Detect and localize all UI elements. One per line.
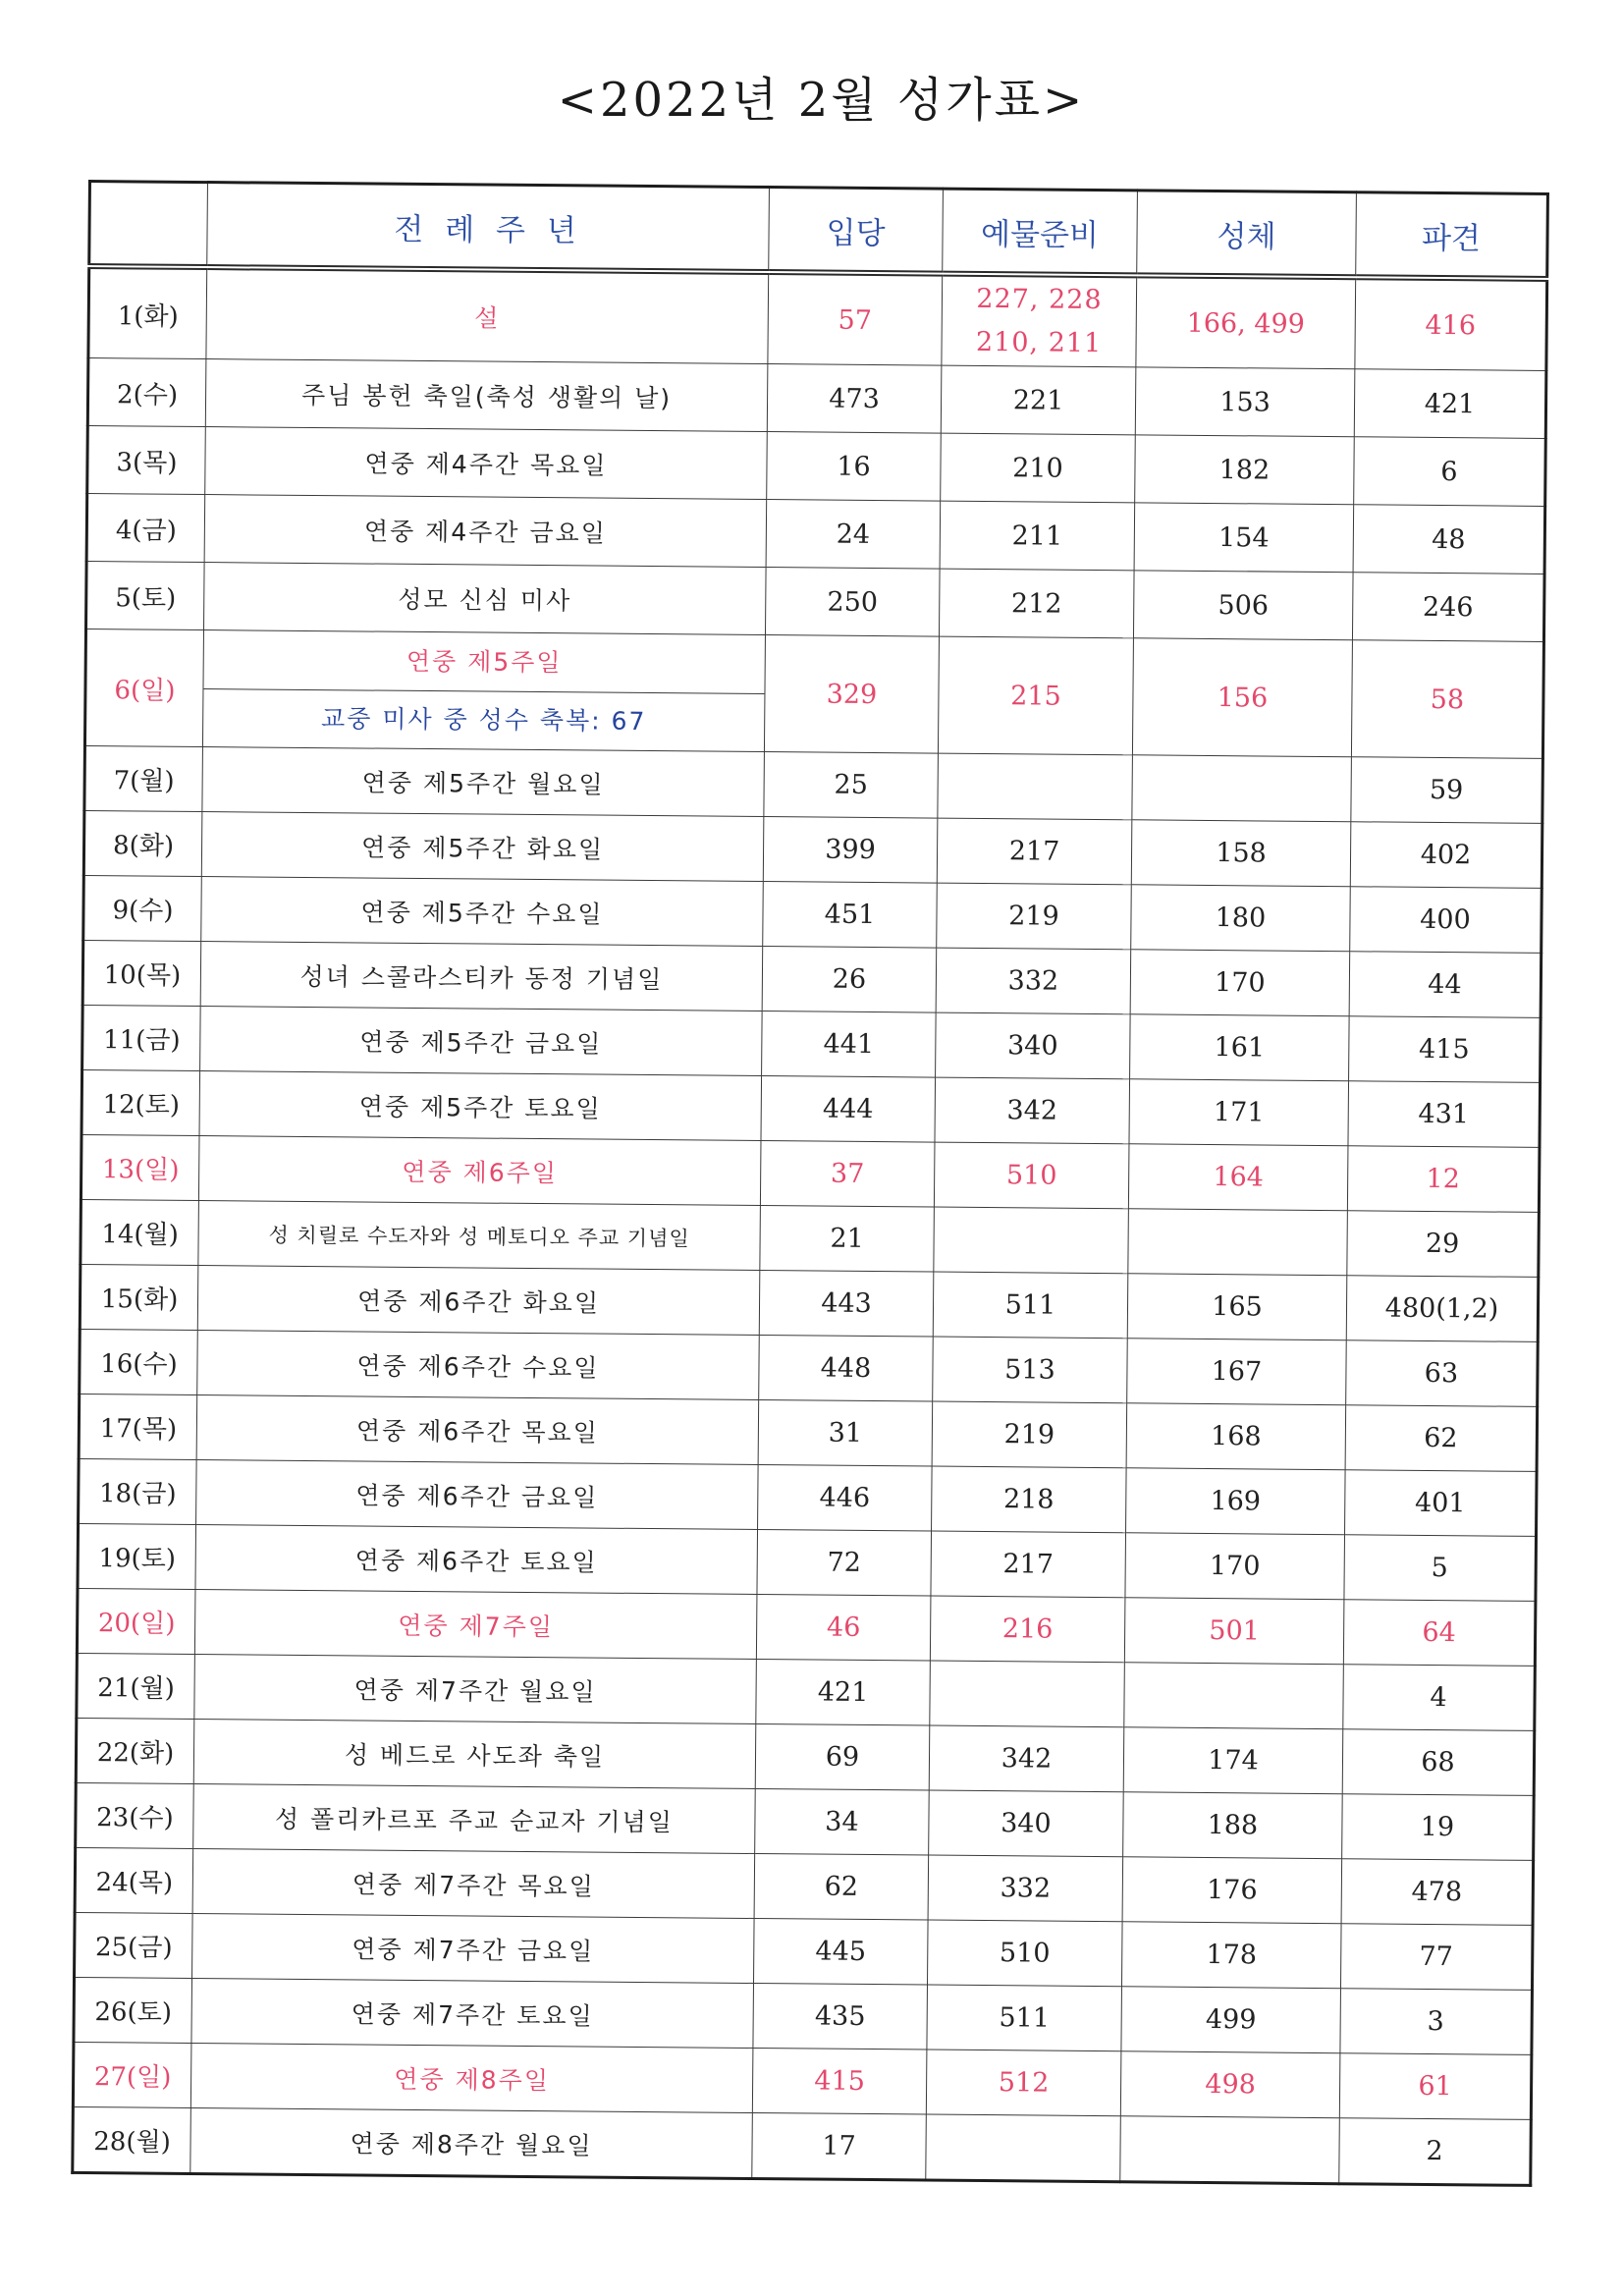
offertory-cell: 510 (934, 1142, 1129, 1209)
communion-cell: 165 (1127, 1274, 1347, 1340)
date-cell: 22(화) (76, 1718, 194, 1783)
date-cell: 6(일) (84, 629, 203, 746)
date-cell: 7(월) (84, 745, 203, 811)
table-row (87, 426, 1546, 507)
liturgy-cell: 연중 제6주간 금요일 (196, 1460, 759, 1530)
offertory-cell: 342 (929, 1725, 1124, 1792)
offertory-cell: 511 (927, 1985, 1122, 2051)
offertory-cell: 221 (941, 365, 1136, 435)
dismissal-cell: 2 (1339, 2118, 1532, 2186)
liturgy-cell: 연중 제5주간 수요일 (201, 877, 764, 947)
liturgy-cell: 주님 봉헌 축일(축성 생활의 날) (205, 359, 768, 432)
dismissal-cell: 415 (1349, 1016, 1542, 1083)
communion-cell: 501 (1124, 1598, 1344, 1665)
dismissal-cell: 5 (1344, 1535, 1537, 1602)
table-row (88, 266, 1547, 370)
entrance-cell: 21 (760, 1206, 935, 1273)
date-cell: 15(화) (80, 1264, 198, 1330)
table-row (87, 358, 1546, 439)
date-cell: 27(일) (73, 2042, 191, 2107)
header-communion: 성체 (1137, 191, 1357, 277)
entrance-cell: 250 (765, 568, 940, 637)
table-row (86, 561, 1545, 641)
entrance-cell: 57 (768, 272, 943, 365)
entrance-cell: 69 (755, 1723, 930, 1790)
communion-cell: 164 (1128, 1144, 1348, 1211)
offertory-cell (934, 1207, 1129, 1274)
dismissal-cell: 402 (1350, 822, 1542, 889)
table-row (73, 2106, 1532, 2185)
offertory-cell: 512 (926, 2050, 1121, 2116)
date-cell: 8(화) (83, 810, 202, 876)
dismissal-cell: 48 (1353, 505, 1545, 574)
communion-cell (1132, 755, 1352, 822)
entrance-cell: 435 (753, 1983, 928, 2050)
hymn-schedule-table (71, 180, 1549, 2187)
date-cell: 13(일) (81, 1134, 199, 1200)
table-row (84, 629, 1543, 758)
date-cell: 24(목) (75, 1847, 193, 1913)
communion-cell: 169 (1126, 1468, 1346, 1535)
date-cell: 26(토) (74, 1977, 192, 2043)
dismissal-cell: 480(1,2) (1346, 1276, 1539, 1342)
communion-cell: 156 (1132, 638, 1352, 757)
date-cell: 14(월) (81, 1199, 199, 1265)
header-offertory: 예물준비 (943, 189, 1138, 275)
liturgy-cell: 성모 신심 미사 (204, 563, 767, 635)
liturgy-cell: 연중 제7주간 금요일 (192, 1913, 755, 1983)
communion-cell: 171 (1129, 1079, 1349, 1146)
dismissal-cell: 63 (1346, 1340, 1539, 1407)
dismissal-cell: 4 (1343, 1665, 1536, 1731)
dismissal-cell: 59 (1351, 757, 1543, 824)
communion-cell: 176 (1122, 1857, 1342, 1924)
communion-cell: 166, 499 (1136, 275, 1356, 368)
liturgy-cell: 연중 제7주간 월요일 (194, 1655, 757, 1724)
date-cell: 21(월) (77, 1653, 195, 1719)
liturgy-cell: 연중 제6주간 화요일 (197, 1266, 760, 1336)
offertory-cell: 342 (935, 1077, 1130, 1144)
date-cell: 17(목) (79, 1394, 197, 1459)
offertory-cell (926, 2114, 1121, 2182)
communion-cell: 174 (1123, 1727, 1343, 1794)
offertory-cell: 212 (939, 569, 1134, 638)
page-title: <2022년 2월 성가표> (557, 73, 1086, 128)
communion-cell: 161 (1130, 1014, 1350, 1081)
entrance-cell: 448 (759, 1336, 934, 1402)
table-row (86, 494, 1545, 574)
entrance-cell: 24 (766, 500, 941, 570)
entrance-cell: 37 (760, 1141, 935, 1208)
dismissal-cell: 29 (1347, 1211, 1540, 1278)
entrance-cell: 451 (763, 882, 938, 949)
header-row (89, 182, 1548, 279)
communion-cell (1120, 2116, 1340, 2184)
communion-cell: 498 (1120, 2051, 1340, 2118)
liturgy-cell: 연중 제6주간 목요일 (196, 1395, 759, 1465)
entrance-cell: 26 (762, 947, 937, 1013)
liturgy-cell: 설 (206, 267, 769, 363)
date-cell: 10(목) (82, 940, 201, 1006)
liturgy-cell: 연중 제4주간 금요일 (204, 495, 767, 568)
entrance-cell: 421 (756, 1659, 931, 1725)
dismissal-cell: 12 (1347, 1146, 1540, 1213)
date-cell: 4(금) (86, 494, 205, 563)
entrance-cell: 329 (764, 635, 939, 754)
liturgy-note: 교중 미사 중 성수 축복: 67 (320, 703, 647, 736)
entrance-cell: 17 (752, 2112, 927, 2180)
communion-cell: 506 (1133, 571, 1353, 640)
offertory-cell: 340 (936, 1012, 1131, 1079)
header-liturgy: 전 례 주 년 (207, 183, 770, 272)
header-dismissal: 파견 (1356, 192, 1548, 279)
offertory-cell: 215 (938, 636, 1133, 755)
date-cell: 5(토) (86, 561, 205, 629)
offertory-cell: 211 (940, 501, 1135, 571)
entrance-cell: 34 (755, 1788, 930, 1855)
communion-cell: 182 (1135, 435, 1355, 505)
dismissal-cell: 77 (1340, 1924, 1533, 1991)
liturgy-cell (202, 630, 765, 752)
dismissal-cell: 44 (1349, 952, 1542, 1018)
offertory-cell (930, 1661, 1125, 1727)
offertory-cell: 219 (932, 1401, 1127, 1468)
liturgy-cell: 연중 제7주일 (194, 1590, 757, 1660)
date-cell: 9(수) (83, 875, 202, 941)
entrance-cell: 399 (763, 817, 938, 884)
liturgy-cell: 연중 제5주간 월요일 (202, 747, 765, 817)
offertory-cell (942, 274, 1137, 367)
liturgy-cell: 성 베드로 사도좌 축일 (193, 1720, 756, 1789)
dismissal-cell: 246 (1352, 573, 1544, 642)
table-header (89, 182, 1548, 279)
entrance-cell: 415 (752, 2048, 927, 2114)
offertory-cell: 210 (941, 433, 1136, 503)
dismissal-cell: 68 (1342, 1729, 1535, 1796)
communion-cell (1128, 1209, 1348, 1276)
date-cell: 12(토) (81, 1069, 200, 1135)
entrance-cell: 16 (767, 432, 942, 502)
entrance-cell: 441 (762, 1011, 937, 1078)
liturgy-cell: 성 폴리카르포 주교 순교자 기념일 (193, 1783, 756, 1853)
offertory-cell: 332 (936, 948, 1131, 1014)
offertory-cell: 332 (928, 1855, 1123, 1922)
communion-cell: 154 (1134, 503, 1354, 573)
dismissal-cell: 19 (1342, 1794, 1535, 1861)
liturgy-cell: 성 치릴로 수도자와 성 메토디오 주교 기념일 (198, 1201, 761, 1271)
dismissal-cell: 401 (1345, 1470, 1538, 1537)
communion-cell: 170 (1125, 1533, 1345, 1600)
entrance-cell: 444 (761, 1076, 936, 1143)
offertory-cell: 217 (937, 818, 1132, 885)
dismissal-cell: 64 (1343, 1600, 1536, 1667)
dismissal-cell: 416 (1355, 277, 1547, 370)
liturgy-cell: 연중 제8주일 (190, 2043, 753, 2112)
entrance-cell: 473 (767, 364, 942, 434)
date-cell: 28(월) (73, 2106, 191, 2173)
liturgy-cell: 연중 제7주간 목요일 (192, 1848, 755, 1918)
liturgy-cell: 연중 제5주간 화요일 (201, 812, 764, 882)
communion-cell: 158 (1131, 820, 1351, 887)
dismissal-cell: 3 (1340, 1989, 1533, 2055)
entrance-cell: 445 (753, 1918, 928, 1985)
offertory-cell: 218 (932, 1466, 1127, 1533)
communion-cell: 168 (1126, 1403, 1346, 1470)
date-cell: 2(수) (87, 358, 206, 427)
liturgy-cell: 연중 제7주간 토요일 (191, 1978, 754, 2048)
table-body (73, 266, 1547, 2185)
offertory-cell: 340 (929, 1790, 1124, 1857)
dismissal-cell: 421 (1354, 369, 1546, 439)
communion-cell: 180 (1131, 885, 1351, 952)
offertory-line-2: 210, 211 (975, 326, 1103, 359)
date-cell: 1(화) (88, 266, 207, 359)
communion-cell: 170 (1130, 950, 1350, 1016)
offertory-cell: 219 (937, 883, 1132, 950)
liturgy-cell: 연중 제6주간 수요일 (197, 1331, 760, 1400)
liturgy-cell: 연중 제8주간 월요일 (190, 2107, 753, 2178)
date-cell: 16(수) (80, 1329, 198, 1394)
date-cell: 19(토) (78, 1523, 196, 1589)
dismissal-cell: 478 (1341, 1859, 1534, 1926)
entrance-cell: 72 (757, 1529, 932, 1596)
entrance-cell: 62 (754, 1853, 929, 1920)
dismissal-cell: 58 (1351, 640, 1543, 759)
dismissal-cell: 6 (1354, 437, 1546, 507)
entrance-cell: 46 (756, 1594, 931, 1661)
communion-cell: 178 (1121, 1922, 1341, 1989)
date-cell: 11(금) (82, 1005, 201, 1070)
liturgy-title: 연중 제5주일 (203, 631, 764, 694)
date-cell: 3(목) (87, 426, 206, 495)
entrance-cell: 443 (759, 1271, 934, 1338)
liturgy-cell: 연중 제4주간 목요일 (205, 427, 768, 500)
header-date-blank (89, 182, 208, 268)
date-cell: 23(수) (76, 1782, 194, 1848)
offertory-cell: 217 (931, 1531, 1126, 1598)
communion-cell (1124, 1663, 1344, 1729)
offertory-cell (938, 753, 1133, 820)
offertory-line-1: 227, 228 (976, 283, 1103, 316)
entrance-cell: 31 (758, 1400, 933, 1467)
liturgy-cell: 연중 제6주간 토요일 (195, 1525, 758, 1595)
offertory-cell: 513 (933, 1337, 1128, 1403)
offertory-cell: 216 (930, 1596, 1125, 1663)
liturgy-cell: 연중 제5주간 금요일 (200, 1007, 763, 1076)
entrance-cell: 25 (764, 752, 939, 819)
dismissal-cell: 61 (1339, 2053, 1532, 2120)
header-entrance: 입당 (769, 188, 944, 274)
offertory-cell: 510 (927, 1920, 1122, 1987)
entrance-cell: 446 (758, 1465, 933, 1532)
liturgy-cell: 연중 제6주일 (198, 1136, 761, 1206)
offertory-cell: 511 (933, 1272, 1128, 1339)
communion-cell: 499 (1121, 1987, 1341, 2053)
dismissal-cell: 431 (1348, 1081, 1541, 1148)
dismissal-cell: 400 (1350, 887, 1542, 954)
communion-cell: 188 (1123, 1792, 1343, 1859)
date-cell: 20(일) (77, 1588, 195, 1654)
date-cell: 25(금) (75, 1912, 193, 1978)
liturgy-cell: 연중 제5주간 토요일 (199, 1071, 762, 1141)
dismissal-cell: 62 (1345, 1405, 1538, 1472)
date-cell: 18(금) (79, 1458, 197, 1524)
communion-cell: 167 (1127, 1339, 1347, 1405)
communion-cell: 153 (1135, 367, 1355, 437)
liturgy-cell: 성녀 스콜라스티카 동정 기념일 (200, 942, 763, 1011)
